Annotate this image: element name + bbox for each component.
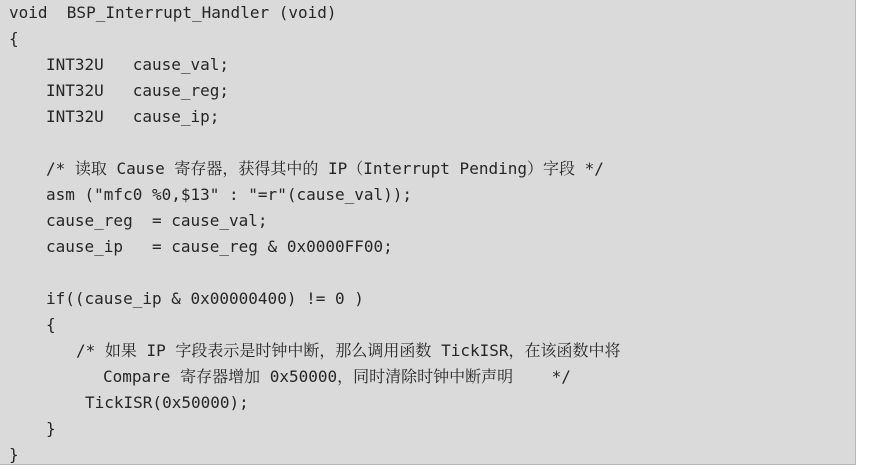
code-line-if-open-brace: { — [46, 315, 56, 334]
code-line-decl-cause-val: INT32U cause_val; — [46, 55, 230, 74]
code-line-comment-tick-2: Compare 寄存器增加 0x50000，同时清除时钟中断声明 */ — [103, 367, 571, 386]
code-line-close-brace: } — [9, 445, 19, 464]
code-line-asm-mfc0: asm ("mfc0 %0,$13" : "=r"(cause_val)); — [46, 185, 413, 204]
code-line-assign-cause-ip: cause_ip = cause_reg & 0x0000FF00; — [46, 237, 393, 256]
code-line-comment-read-cause: /* 读取 Cause 寄存器，获得其中的 IP（Interrupt Pending）字段 */ — [46, 159, 604, 178]
code-line-open-brace: { — [9, 29, 19, 48]
code-line-if-condition: if((cause_ip & 0x00000400) != 0 ) — [46, 289, 364, 308]
code-line-assign-cause-reg: cause_reg = cause_val; — [46, 211, 268, 230]
code-line-comment-tick-1: /* 如果 IP 字段表示是时钟中断，那么调用函数 TickISR，在该函数中将 — [76, 341, 621, 360]
code-line-call-tickisr: TickISR(0x50000); — [85, 393, 249, 412]
code-line-function-signature: void BSP_Interrupt_Handler (void) — [9, 3, 337, 22]
code-line-if-close-brace: } — [46, 419, 56, 438]
code-line-decl-cause-reg: INT32U cause_reg; — [46, 81, 230, 100]
code-line-decl-cause-ip: INT32U cause_ip; — [46, 107, 220, 126]
